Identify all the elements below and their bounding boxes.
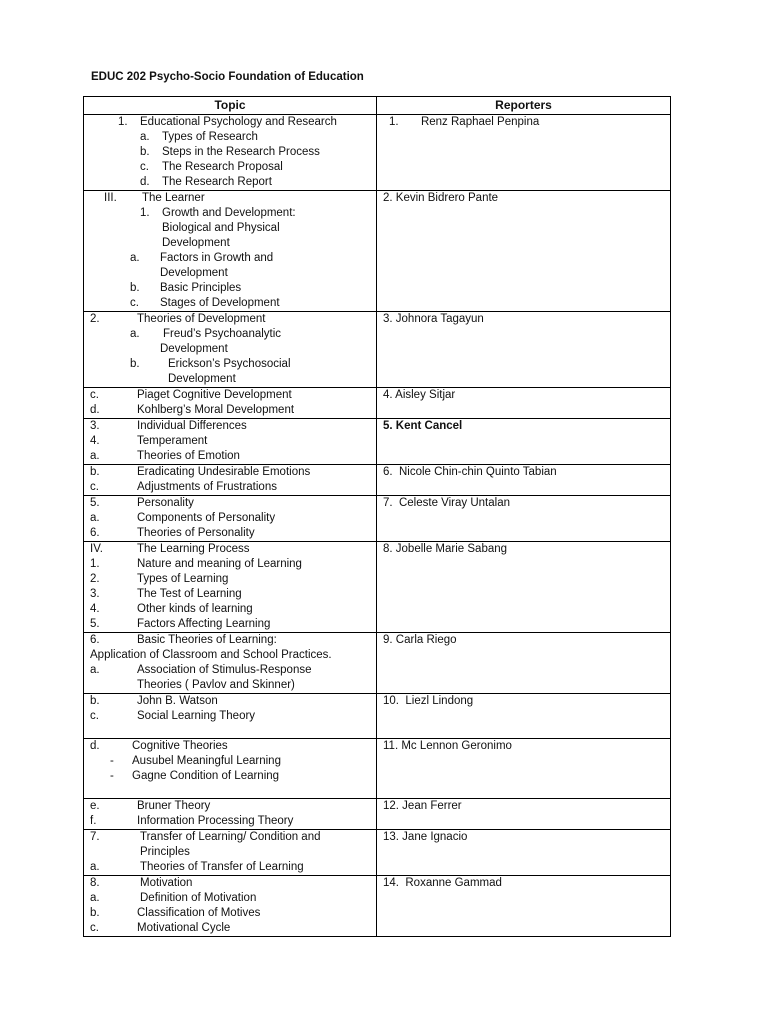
list-marker: f. [90, 815, 97, 827]
list-marker: 2. [90, 573, 100, 585]
topic-cell [84, 191, 377, 312]
reporter-cell [377, 312, 671, 388]
list-marker: a. [90, 512, 100, 524]
topic-text: Definition of Motivation [140, 892, 257, 904]
topic-line [90, 587, 376, 602]
topic-line [90, 296, 376, 311]
topic-text: Biological and Physical [162, 222, 280, 234]
reporter-name: 8. Jobelle Marie Sabang [383, 543, 508, 555]
topic-text: Development [160, 267, 228, 279]
topic-line [90, 191, 376, 206]
reporter-cell [377, 496, 671, 542]
list-marker: c. [90, 481, 99, 493]
topic-cell [84, 312, 377, 388]
topic-line [90, 602, 376, 617]
reporter-name: 12. Jean Ferrer [383, 800, 462, 812]
topic-text: Piaget Cognitive Development [137, 389, 292, 401]
topic-line [90, 115, 376, 130]
table-row [84, 799, 671, 830]
topic-line [90, 830, 376, 845]
reporter-name: 10. Liezl Lindong [383, 695, 474, 707]
list-marker: - [110, 770, 114, 782]
topic-line [90, 769, 376, 784]
topic-text: Kohlberg’s Moral Development [137, 404, 295, 416]
topic-line [90, 403, 376, 418]
topic-line [90, 526, 376, 541]
topic-text: Stages of Development [160, 297, 280, 309]
list-marker: c. [90, 389, 99, 401]
list-marker: c. [140, 161, 149, 173]
table-row [84, 115, 671, 191]
topic-text: The Research Proposal [162, 161, 283, 173]
topic-line [90, 906, 376, 921]
topic-text: Theories of Development [137, 313, 266, 325]
topic-text: Principles [140, 846, 190, 858]
topic-line [90, 419, 376, 434]
list-marker: c. [90, 710, 99, 722]
list-marker: 3. [90, 588, 100, 600]
reporter-cell [377, 465, 671, 496]
list-marker: 5. [90, 618, 100, 630]
reporter-name: 9. Carla Riego [383, 634, 457, 646]
topic-text: Personality [137, 497, 194, 509]
topic-line [90, 648, 376, 663]
list-marker: a. [130, 252, 140, 264]
topic-cell [84, 542, 377, 633]
topic-line [90, 891, 376, 906]
topic-cell [84, 419, 377, 465]
reporter-cell [377, 115, 671, 191]
topic-cell [84, 830, 377, 876]
reporter-name: 2. Kevin Bidrero Pante [383, 192, 499, 204]
topic-text: Association of Stimulus-Response [137, 664, 312, 676]
topic-text: Adjustments of Frustrations [137, 481, 277, 493]
list-marker: b. [90, 695, 100, 707]
topic-text: Steps in the Research Process [162, 146, 320, 158]
topic-line [90, 465, 376, 480]
list-marker: a. [90, 450, 100, 462]
topic-line [90, 327, 376, 342]
table-row [84, 388, 671, 419]
topic-line [90, 617, 376, 632]
topic-cell [84, 115, 377, 191]
topic-text: The Learning Process [137, 543, 250, 555]
table-row [84, 496, 671, 542]
topic-text: Cognitive Theories [132, 740, 228, 752]
topic-line [90, 251, 376, 266]
topic-text: Types of Research [162, 131, 258, 143]
topic-text: Erickson’s Psychosocial [168, 358, 291, 370]
table-row [84, 419, 671, 465]
list-marker: d. [140, 176, 150, 188]
reporter-name: 14. Roxanne Gammad [383, 877, 502, 889]
topic-text: The Test of Learning [137, 588, 242, 600]
topic-text: Theories ( Pavlov and Skinner) [137, 679, 295, 691]
reporter-cell [377, 419, 671, 465]
list-marker: 2. [90, 313, 100, 325]
topic-text: The Learner [142, 192, 205, 204]
reporter-name: 11. Mc Lennon Geronimo [383, 740, 512, 752]
topic-line [90, 357, 376, 372]
reporter-name: 4. Aisley Sitjar [383, 389, 456, 401]
topic-line [90, 572, 376, 587]
table-row [84, 739, 671, 799]
reporter-cell [377, 694, 671, 739]
topic-cell [84, 388, 377, 419]
table-row [84, 694, 671, 739]
topic-line [90, 496, 376, 511]
topic-text: Eradicating Undesirable Emotions [137, 466, 311, 478]
topic-text: Individual Differences [137, 420, 247, 432]
topic-line [90, 921, 376, 936]
reporter-name: 13. Jane Ignacio [383, 831, 468, 843]
topic-text: Theories of Transfer of Learning [140, 861, 304, 873]
topic-cell [84, 876, 377, 937]
topic-text: Gagne Condition of Learning [132, 770, 280, 782]
topic-cell [84, 799, 377, 830]
list-marker: b. [90, 907, 100, 919]
topic-line [90, 542, 376, 557]
topic-line [90, 449, 376, 464]
topic-cell [84, 633, 377, 694]
reporter-name: 7. Celeste Viray Untalan [383, 497, 510, 509]
list-marker: c. [90, 922, 99, 934]
topic-line [90, 480, 376, 495]
topic-line [90, 739, 376, 754]
topic-text: Other kinds of learning [137, 603, 253, 615]
topic-line [90, 221, 376, 236]
topic-line [90, 266, 376, 281]
reporter-cell [377, 191, 671, 312]
topic-line [90, 175, 376, 190]
reporter-cell [377, 542, 671, 633]
reporter-name: 3. Johnora Tagayun [383, 313, 484, 325]
list-marker: a. [90, 892, 100, 904]
topic-line [90, 160, 376, 175]
topic-text: Transfer of Learning/ Condition and [140, 831, 321, 843]
table-row [84, 542, 671, 633]
topic-column-header: Topic [84, 97, 377, 115]
topic-text: Classification of Motives [137, 907, 261, 919]
topic-line [90, 434, 376, 449]
topic-line [90, 845, 376, 860]
reporter-name: 1. Renz Raphael Penpina [389, 116, 540, 128]
list-marker: 1. [90, 558, 100, 570]
topic-text: Freud’s Psychoanalytic [163, 328, 282, 340]
topic-text: Types of Learning [137, 573, 229, 585]
topic-cell [84, 465, 377, 496]
topic-text: Development [168, 373, 236, 385]
topic-text: Bruner Theory [137, 800, 211, 812]
list-marker: 6. [90, 527, 100, 539]
topic-line [90, 633, 376, 648]
list-marker: e. [90, 800, 100, 812]
reporter-cell [377, 388, 671, 419]
topic-line [90, 709, 376, 724]
list-marker: 3. [90, 420, 100, 432]
list-marker: b. [130, 358, 140, 370]
list-marker: a. [90, 861, 100, 873]
list-marker: 7. [90, 831, 100, 843]
topic-line [90, 236, 376, 251]
list-marker: 8. [90, 877, 100, 889]
topic-line [90, 281, 376, 296]
topic-text: Components of Personality [137, 512, 276, 524]
topic-cell [84, 694, 377, 739]
reporter-name: 6. Nicole Chin-chin Quinto Tabian [383, 466, 557, 478]
list-marker: d. [90, 740, 100, 752]
table-row [84, 830, 671, 876]
topic-text: Motivational Cycle [137, 922, 231, 934]
topic-line [90, 206, 376, 221]
topic-text: Theories of Emotion [137, 450, 240, 462]
topic-line [90, 860, 376, 875]
reporters-column-header: Reporters [377, 97, 671, 115]
topic-line [90, 678, 376, 693]
topic-line [90, 388, 376, 403]
topic-cell [84, 739, 377, 799]
topic-text: The Research Report [162, 176, 272, 188]
table-row [84, 191, 671, 312]
topic-text: Development [162, 237, 230, 249]
topic-text: Motivation [140, 877, 193, 889]
topic-line [90, 799, 376, 814]
topic-line [90, 342, 376, 357]
reporter-name: 5. Kent Cancel [383, 420, 463, 432]
topic-line [90, 312, 376, 327]
topic-text: Application of Classroom and School Practices. [90, 649, 332, 661]
list-marker: a. [140, 131, 150, 143]
reporter-cell [377, 799, 671, 830]
list-marker: - [110, 755, 114, 767]
topic-cell [84, 496, 377, 542]
list-marker: 1. [118, 116, 128, 128]
list-marker: 5. [90, 497, 100, 509]
list-marker: b. [140, 146, 150, 158]
reporter-cell [377, 830, 671, 876]
topic-line [90, 814, 376, 829]
topic-line [90, 694, 376, 709]
topic-text: Development [160, 343, 228, 355]
list-marker: 4. [90, 603, 100, 615]
topic-line [90, 511, 376, 526]
table-row [84, 465, 671, 496]
table-row [84, 633, 671, 694]
topic-line [90, 372, 376, 387]
topic-text: Ausubel Meaningful Learning [132, 755, 281, 767]
list-marker: a. [130, 328, 140, 340]
list-marker: b. [90, 466, 100, 478]
list-marker: a. [90, 664, 100, 676]
topic-text: Information Processing Theory [137, 815, 294, 827]
list-marker: b. [130, 282, 140, 294]
list-marker: III. [104, 192, 117, 204]
topic-text: Nature and meaning of Learning [137, 558, 302, 570]
topic-text: John B. Watson [137, 695, 218, 707]
topic-line [90, 754, 376, 769]
table-body [84, 115, 671, 937]
table-row [84, 876, 671, 937]
list-marker: 6. [90, 634, 100, 646]
topic-line [90, 130, 376, 145]
topic-text: Social Learning Theory [137, 710, 256, 722]
table-row [84, 312, 671, 388]
list-marker: IV. [90, 543, 104, 555]
topic-line [90, 145, 376, 160]
topic-line [90, 876, 376, 891]
reporter-cell [377, 739, 671, 799]
topic-text: Factors in Growth and [160, 252, 274, 264]
topic-line [90, 663, 376, 678]
reporter-cell [377, 633, 671, 694]
list-marker: 1. [140, 207, 150, 219]
topic-line [90, 557, 376, 572]
topic-text: Factors Affecting Learning [137, 618, 271, 630]
topic-text: Growth and Development: [162, 207, 296, 219]
table-header-row [84, 97, 671, 115]
topic-text: Educational Psychology and Research [140, 116, 337, 128]
reporter-cell [377, 876, 671, 937]
document-title: EDUC 202 Psycho-Socio Foundation of Education [91, 71, 364, 83]
topic-text: Basic Theories of Learning: [137, 634, 277, 646]
list-marker: d. [90, 404, 100, 416]
topic-reporter-table [83, 96, 671, 937]
topic-text: Basic Principles [160, 282, 242, 294]
topic-text: Temperament [137, 435, 208, 447]
topic-text: Theories of Personality [137, 527, 255, 539]
list-marker: c. [130, 297, 139, 309]
list-marker: 4. [90, 435, 100, 447]
